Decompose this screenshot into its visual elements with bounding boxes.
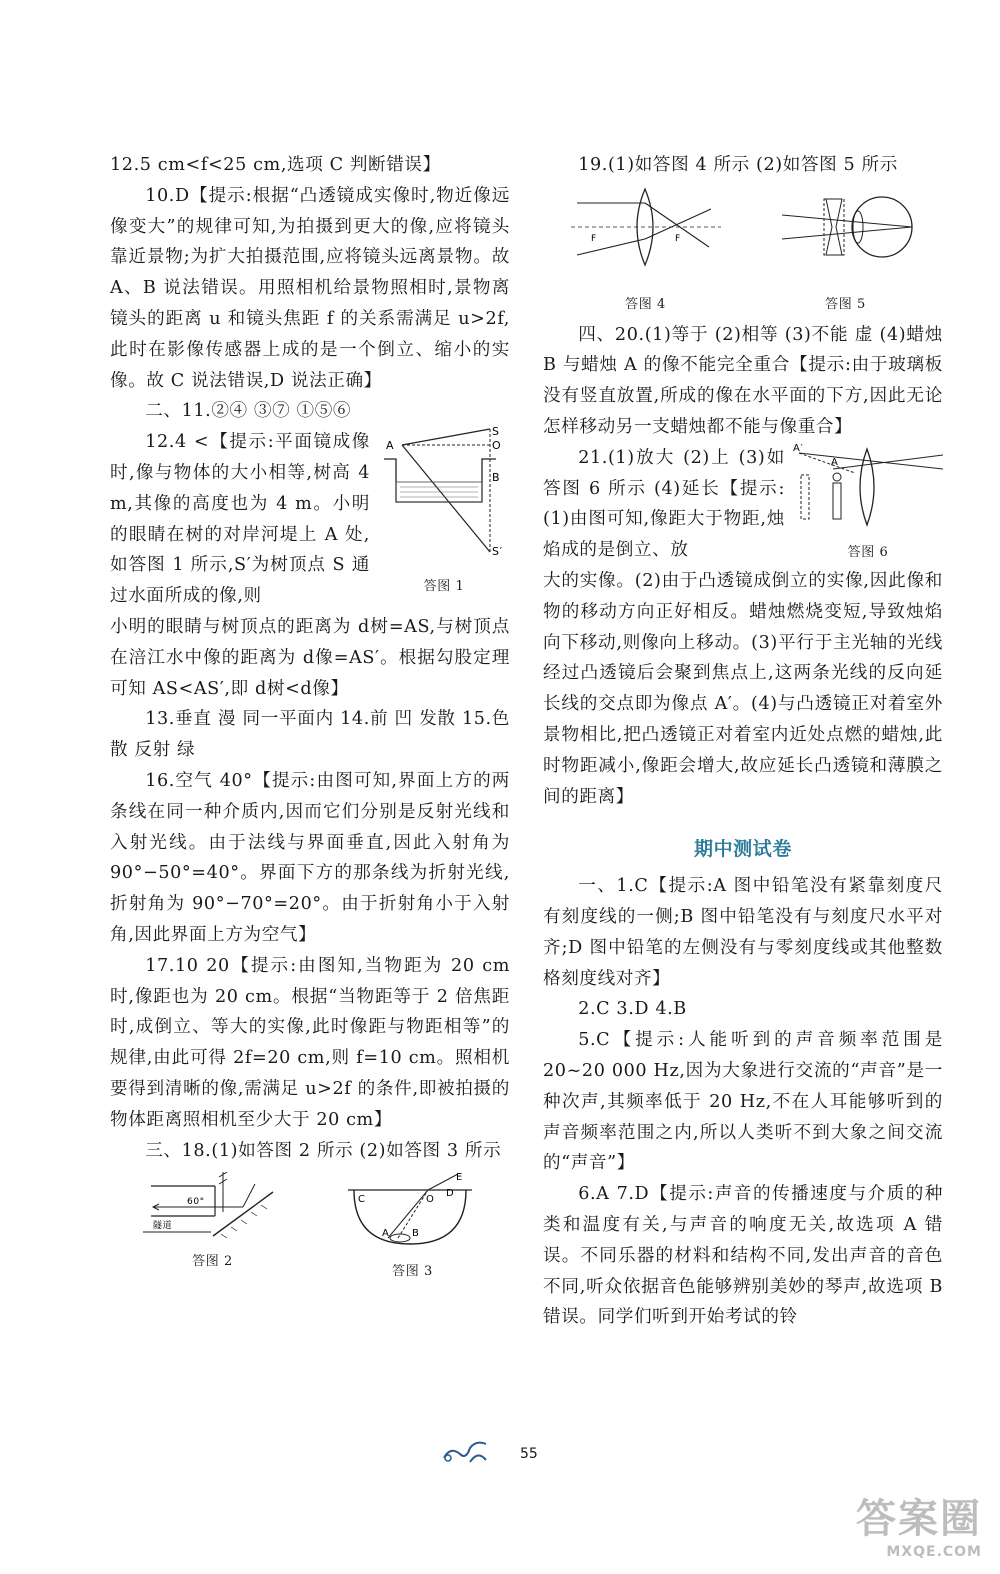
- right-column: [543, 150, 943, 1333]
- figure-2-caption: 答图 2: [192, 1254, 233, 1270]
- answer-q13-15: 13.垂直 漫 同一平面内 14.前 凹 发散 15.色散 反射 绿: [110, 709, 510, 761]
- answer-q19: 19.(1)如答图 4 所示 (2)如答图 5 所示: [578, 155, 898, 175]
- fig4-label-f-left: F: [590, 233, 597, 244]
- answer-q12a: 12.4 <【提示:平面镜成像时,像与物体的大小相等,树高 4 m,其像的高度也为 4 m。小明的眼睛在树的对岸河堤上 A 处,如答图 1 所示,S′为树顶点 S 通过水面所成的像,则: [110, 432, 370, 607]
- answer-q21a: 21.(1)放大 (2)上 (3)如答图 6 所示 (4)延长【提示:(1)由图可知,像距大于物距,烛焰成的是倒立、放: [543, 447, 785, 561]
- fig3-label-o: O: [425, 1194, 434, 1206]
- watermark-logo: [856, 1487, 982, 1560]
- watermark-small: MXQE.COM: [886, 1544, 982, 1560]
- figure-2-diagram: [143, 1172, 283, 1242]
- fig3-label-c: C: [357, 1194, 366, 1206]
- figure-4: [571, 185, 721, 314]
- midterm-q1: 一、1.C【提示:A 图中铅笔没有紧靠刻度尺有刻度线的一侧;B 图中铅笔没有与刻度尺水平对齐;D 图中铅笔的左侧没有与零刻度线或其他整数格刻度线对齐】: [543, 876, 943, 989]
- answer-q11: 二、11.②④ ③⑦ ①⑤⑥: [145, 401, 352, 422]
- fig6-label-a-prime: A′: [793, 442, 804, 454]
- fig1-label-a: A: [386, 439, 395, 453]
- answer-line-1: 12.5 cm<f<25 cm,选项 C 判断错误】: [110, 155, 441, 175]
- figure-3: [348, 1172, 478, 1281]
- watermark-big: 答案圈: [856, 1496, 982, 1542]
- answer-q12b: 小明的眼睛与树顶点的距离为 d树=AS,与树顶点在涪江水中像的距离为 d像=AS′。根据勾股定理可知 AS<AS′,即 d树<d像】: [110, 616, 510, 699]
- q12-block: [110, 427, 510, 612]
- answer-q18: 三、18.(1)如答图 2 所示 (2)如答图 3 所示: [145, 1140, 502, 1161]
- figure-5: [776, 185, 916, 314]
- figure-1-diagram: [378, 427, 510, 567]
- fig2-label-angle: 60°: [186, 1197, 205, 1208]
- q21-block: [543, 443, 943, 566]
- figure-1-caption: 答图 1: [423, 578, 465, 594]
- fig3-label-b: B: [411, 1228, 419, 1240]
- figure-3-diagram: [348, 1172, 478, 1252]
- footer-ornament-icon: [440, 1438, 490, 1468]
- figure-6-diagram: [793, 443, 943, 533]
- figure-4-caption: 答图 4: [625, 296, 666, 312]
- figure-1: [378, 427, 510, 612]
- figures-4-5: [543, 185, 943, 314]
- fig3-label-a: A: [381, 1228, 389, 1240]
- figure-2: [143, 1172, 283, 1281]
- fig1-label-s-prime: S′: [492, 545, 503, 559]
- fig3-label-d: D: [445, 1188, 454, 1200]
- fig1-label-o: O: [492, 439, 502, 453]
- fig4-label-f-right: F: [674, 233, 681, 244]
- answer-q21b: 大的实像。(2)由于凸透镜成倒立的实像,因此像和物的移动方向正好相反。蜡烛燃烧变短,导致烛焰向下移动,则像向上移动。(3)平行于主光轴的光线经过凸透镜后会聚到焦点上,这两条光线的反向延长线的交点即为像点 A′。(4)与凸透镜正对着室外景物相比,把凸透镜正对着室内近处点燃的蜡烛,此时物距减小,像距会增大,故应延长凸透镜和薄膜之间的距离】: [543, 570, 943, 807]
- answer-q17: 17.10 20【提示:由图知,当物距为 20 cm 时,像距也为 20 cm。根据“当物距等于 2 倍焦距时,成倒立、等大的实像,此时像距与物距相等”的规律,由此可得 2f=20 cm,则 f=10 cm。照相机要得到清晰的像,需满足 u>2f 的条件,即被拍摄的物体距离照相机至少大于 20 cm】: [110, 955, 510, 1130]
- section-title: 期中测试卷: [693, 838, 792, 861]
- figures-2-3: [110, 1172, 510, 1281]
- fig1-label-b: B: [492, 471, 501, 485]
- figure-5-diagram: [776, 185, 916, 285]
- midterm-q6-7: 6.A 7.D【提示:声音的传播速度与介质的种类和温度有关,与声音的响度无关,故选项 A 错误。不同乐器的材料和结构不同,发出声音的音色不同,听众依据音色能够辨别美妙的琴声,故选项 B 错误。同学们听到开始考试的铃: [543, 1184, 943, 1328]
- answer-q20: 四、20.(1)等于 (2)相等 (3)不能 虚 (4)蜡烛 B 与蜡烛 A 的像不能完全重合【提示:由于玻璃板没有竖直放置,所成的像在水平面的下方,因此无论怎样移动另一支蜡烛都不能与像重合】: [543, 324, 943, 437]
- page-number: 55: [520, 1446, 538, 1462]
- answer-q10: 10.D【提示:根据“凸透镜成实像时,物近像远像变大”的规律可知,为拍摄到更大的像,应将镜头靠近景物;为扩大拍摄范围,应将镜头远离景物。故 A、B 说法错误。用照相机给景物照相时,景物离镜头的距离 u 和镜头焦距 f 的关系需满足 u>2f,此时在影像传感器上成的是一个倒立、缩小的实像。故 C 说法错误,D 说法正确】: [110, 185, 510, 391]
- answer-q16: 16.空气 40°【提示:由图可知,界面上方的两条线在同一种介质内,因而它们分别是反射光线和入射光线。由于法线与界面垂直,因此入射角为 90°−50°=40°。界面下方的那条线为折射光线,折射角为 90°−70°=20°。由于折射角小于入射角,因此界面上方为空气】: [110, 770, 510, 945]
- midterm-q5: 5.C【提示:人能听到的声音频率范围是 20~20 000 Hz,因为大象进行交流的“声音”是一种次声,其频率低于 20 Hz,不在人耳能够听到的声音频率范围之内,所以人类听不到大象之间交流的“声音”】: [543, 1030, 943, 1174]
- fig6-label-a: A: [831, 456, 839, 468]
- figure-5-caption: 答图 5: [825, 296, 866, 312]
- figure-6-caption: 答图 6: [847, 544, 889, 560]
- fig2-label-tunnel: 隧道: [152, 1221, 172, 1232]
- fig1-label-s: S: [492, 427, 500, 439]
- figure-3-caption: 答图 3: [392, 1264, 433, 1280]
- midterm-q2-4: 2.C 3.D 4.B: [578, 999, 687, 1020]
- fig3-label-e: E: [455, 1172, 463, 1184]
- figure-6: [793, 443, 943, 566]
- left-column: [110, 150, 510, 1281]
- figure-4-diagram: [571, 185, 721, 285]
